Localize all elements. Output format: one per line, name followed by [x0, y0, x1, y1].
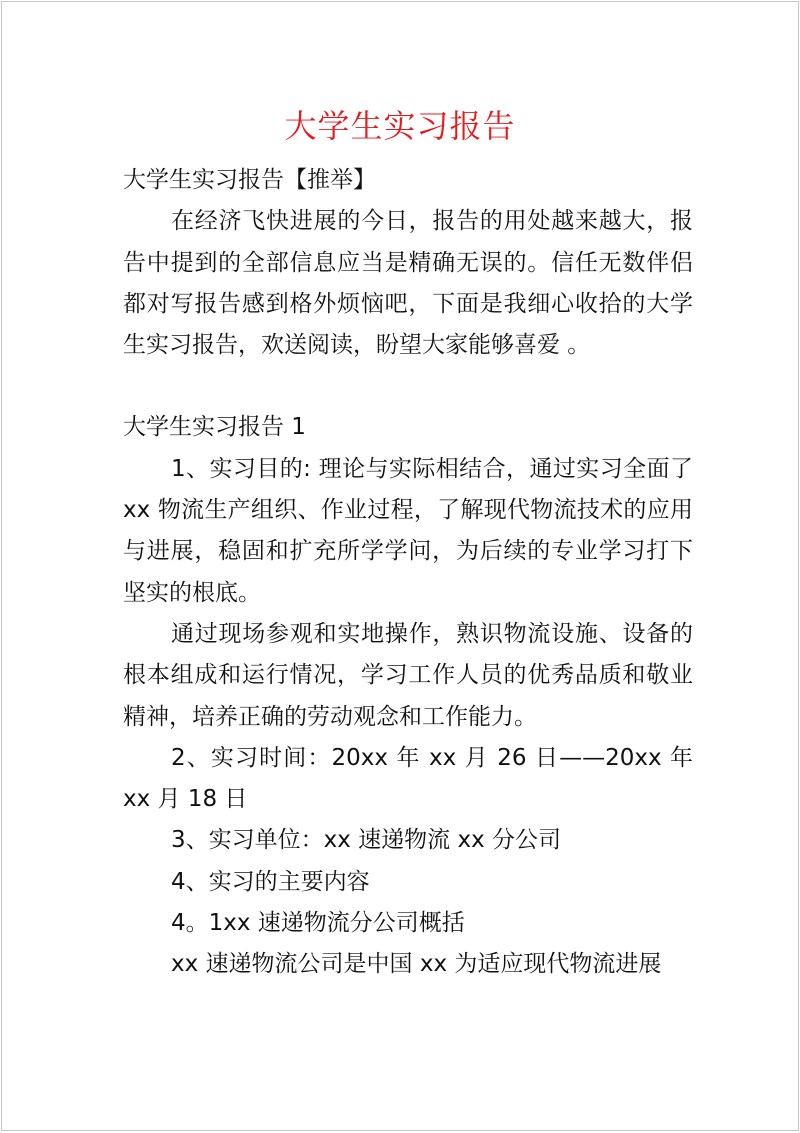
paragraph-overview-heading: 4。1xx 速递物流分公司概括 [171, 910, 465, 937]
paragraph-observation: 通过现场参观和实地操作，熟识物流设施、设备的根本组成和运行情况，学习工作人员的优秀品质和敬业精神，培养正确的劳动观念和工作能力。 [123, 620, 693, 730]
paragraph-content-heading: 4、实习的主要内容 [171, 868, 370, 895]
section-heading: 大学生实习报告 1 [123, 414, 306, 441]
paragraph-objective: 1、实习目的: 理论与实际相结合，通过实习全面了 xx 物流生产组织、作业过程，了解现代物流技术的应用与进展，稳固和扩充所学学问，为后续的专业学习打下坚实的根底。 [123, 455, 693, 606]
paragraph-company-intro: xx 速递物流公司是中国 xx 为适应现代物流进展 [171, 951, 662, 978]
paragraph-unit: 3、实习单位：xx 速递物流 xx 分公司 [171, 827, 562, 854]
paragraph-period: 2、实习时间：20xx 年 xx 月 26 日——20xx 年 xx 月 18 日 [123, 744, 693, 813]
intro-paragraph: 在经济飞快进展的今日，报告的用处越来越大，报告中提到的全部信息应当是精确无误的。信任无数伴侣都对写报告感到格外烦恼吧，下面是我细心收拾的大学生实习报告，欢送阅读，盼望大家能够喜爱 。 [123, 208, 693, 359]
paragraph-spacer [123, 366, 693, 407]
document-body [123, 160, 693, 986]
document-title: 大学生实习报告 [284, 107, 516, 145]
document-subtitle: 大学生实习报告【推举】 [123, 167, 376, 193]
document-page [1, 1, 799, 1131]
